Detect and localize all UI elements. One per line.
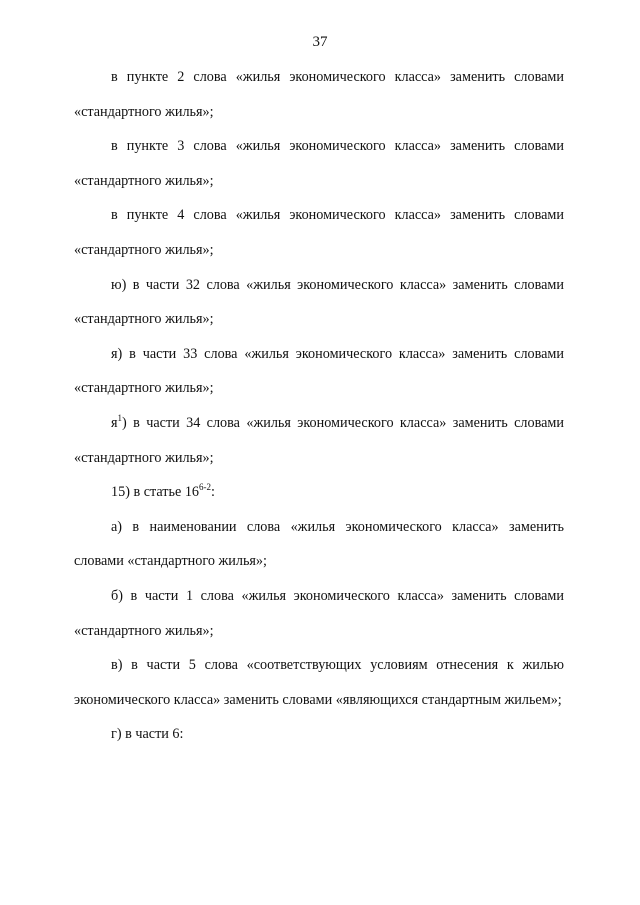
- paragraph-punkt-3: в пункте 3 слова «жилья экономического класса» заменить словами «стандартного жилья»;: [74, 138, 564, 189]
- paragraph-text: ) в части 34 слова «жилья экономического класса» заменить словами «стандартного жилья»;: [74, 414, 564, 466]
- document-body: [74, 60, 564, 752]
- paragraph-yu-part-32: ю) в части 32 слова «жилья экономического класса» заменить словами «стандартного жилья»;: [74, 276, 564, 328]
- paragraph-v-part-5: в) в части 5 слова «соответствующих условиям отнесения к жилью экономического класса» заменить словами «являющихся стандартным жильем»;: [74, 657, 564, 708]
- article-heading: 15) в статье 16: [111, 484, 200, 501]
- article-heading-colon: :: [211, 484, 215, 501]
- paragraph-article-16-6-2: [74, 475, 564, 510]
- paragraph-b-part-1: б) в части 1 слова «жилья экономического класса» заменить словами «стандартного жилья»;: [74, 587, 564, 639]
- article-superscript: 6-2: [199, 482, 212, 493]
- paragraph-ya-part-33: я) в части 33 слова «жилья экономического класса» заменить словами «стандартного жилья»;: [74, 345, 564, 397]
- paragraph-punkt-2: в пункте 2 слова «жилья экономического класса» заменить словами «стандартного жилья»;: [74, 69, 564, 120]
- paragraph-a-title: а) в наименовании слова «жилья экономического класса» заменить словами «стандартного жилья»;: [74, 518, 564, 570]
- page-number: 37: [312, 34, 328, 50]
- paragraph-g-part-6: г) в части 6:: [111, 726, 184, 743]
- item-letter: я: [111, 414, 118, 431]
- paragraph-punkt-4: в пункте 4 слова «жилья экономического класса» заменить словами «стандартного жилья»;: [74, 207, 564, 258]
- superscript-index: 1: [117, 412, 123, 423]
- paragraph-ya1-part-34: [74, 406, 564, 475]
